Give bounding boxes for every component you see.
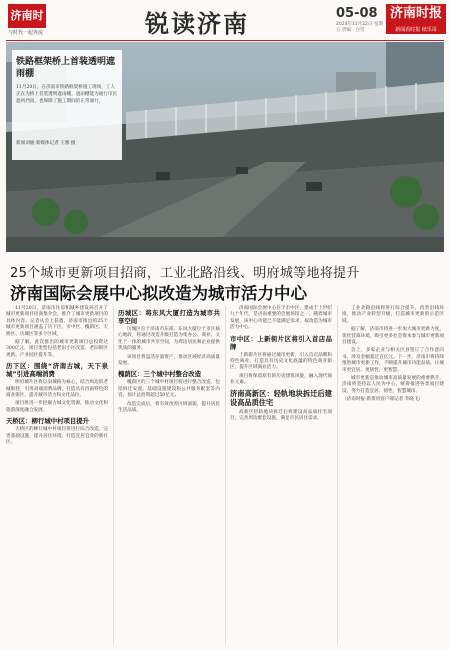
page-number: 05-08 bbox=[336, 6, 378, 21]
page-header bbox=[0, 0, 450, 46]
paragraph: 天桥区的柳行城中村项目将进行综合改造，完善基础设施，提升居住环境，打造宜居宜业的新社区。 bbox=[6, 427, 108, 446]
brand-logo: 济南时报 bbox=[386, 4, 446, 34]
column-divider bbox=[225, 306, 226, 644]
paragraph: 据了解，济南市将进一步加大城市更新力度，优化营商环境，吸引更多社会资本参与城市更新项目建设。 bbox=[342, 327, 444, 346]
brand-tagline: 新闻看时报 纸乐哥 bbox=[395, 27, 437, 33]
subheading: 历下区：围绕“济南古城，天下泉城”引进高端消费 bbox=[6, 362, 108, 379]
paragraph: 改造完成后，将有效改善区域面貌，提升居民生活品质。 bbox=[118, 401, 220, 414]
section-title: 锐读济南 bbox=[145, 10, 249, 38]
article-column-4 bbox=[342, 306, 444, 406]
subheading: 历城区：将东风大厦打造为城市共享空间 bbox=[118, 309, 220, 325]
newspaper-logo: 济南时报 bbox=[8, 4, 46, 28]
paragraph: 槐荫区的三个城中村项目将进行整合改造，包括拆迁安置、基础设施建设和公共服务配套等内容，预计总投资超过50亿元。 bbox=[118, 380, 220, 399]
article-body bbox=[6, 306, 444, 646]
paragraph: 工业北路沿线将进行综合提升，改善沿线环境，推动产业转型升级，打造城市更新的示范区域。 bbox=[342, 306, 444, 324]
headline-kicker: 25个城市更新项目招商，工业北路沿线、明府城等地将提升 bbox=[10, 266, 360, 281]
subheading: 市中区：上新街片区将引入首店品牌 bbox=[230, 334, 332, 351]
column-divider bbox=[113, 306, 114, 644]
subheading: 槐荫区：三个城中村整合改造 bbox=[118, 370, 202, 379]
paragraph: 据了解，此次推出的城市更新项目总投资达300亿元，项目类型包括老旧小区改造、老旧街区更新、产业园区提升等。 bbox=[6, 340, 108, 358]
caption-body: 11月20日，在济南市铁路框架桥施工现场，工人正在为桥上首装透明遮雨棚。遮雨棚能为通行市民遮风挡雨，也保障了施工期间的正常通行。 bbox=[16, 85, 118, 104]
article-column-1 bbox=[6, 306, 108, 449]
article-column-3 bbox=[230, 306, 332, 424]
paragraph: 该项目将盘活存量资产，推动区域经济高质量发展。 bbox=[118, 354, 220, 367]
article-credit: （济南时报·新黄河客户端记者 李晓飞） bbox=[342, 397, 424, 403]
page-meta: 2024年11月22日 星期五 责编：白雪 bbox=[336, 22, 383, 33]
paragraph: 项目将保留原有的历史建筑风貌，融入现代商业元素。 bbox=[230, 373, 332, 386]
paragraph: 高新区轻轨地块拆迁后将建设高品质住宅项目，完善周边配套设施，满足市民居住需求。 bbox=[230, 409, 332, 422]
caption-credit: 新闻刘媛·新媒体记者 王雅 摄 bbox=[16, 141, 76, 146]
headline-main: 济南国际会展中心拟改造为城市活力中心 bbox=[10, 284, 307, 303]
paragraph: 历城区位于济南市东部，东风大厦位于市区核心地段，将通过改造升级打造为集办公、商业、文化于一体的城市共享空间，为周边居民和企业提供优质的服务。 bbox=[118, 327, 220, 352]
article-column-2 bbox=[118, 306, 220, 416]
paragraph: 明府城片区将以泉城路为核心，结合周边的老城街巷，引进高端消费品牌，打造具有济南特色的商业街区，提升城市活力和文化品位。 bbox=[6, 380, 108, 399]
paragraph: 济南国际会展中心位于市中区，建成于上世纪九十年代，是济南重要的会展场馆之一。随着城市发展，该中心功能已不能满足需求，拟改造为城市活力中心。 bbox=[230, 306, 332, 331]
paragraph: 城市更新是推动城市高质量发展的重要抓手，济南将坚持以人民为中心，统筹推进各类项目建设，努力打造宜居、韧性、智慧城市。 bbox=[342, 376, 444, 394]
subheading: 济南高新区：轻轨地块拆迁后建设高品质住宅 bbox=[230, 388, 332, 407]
header-rule bbox=[6, 40, 444, 41]
subheading: 天桥区：柳行城中村项目提升 bbox=[6, 417, 90, 426]
column-divider bbox=[337, 306, 338, 644]
paragraph: 项目将进一步挖掘古城文化资源，推动文化和旅游深度融合发展。 bbox=[6, 401, 108, 413]
caption-title: 铁路框架桥上首装透明遮雨棚 bbox=[16, 57, 116, 79]
paragraph: 上新街片区将通过城市更新，引入首店品牌和特色商业，打造具有历史文化底蕴的特色商业街区，提升区域商业活力。 bbox=[230, 352, 332, 371]
paragraph: 会上，多家企业与相关区县签订了合作意向书，涉及金额超过百亿元。下一步，济南市将持续推进城市更新工作，不断提升城市功能品质，让城市更宜居、更韧性、更智慧。 bbox=[342, 348, 444, 373]
paragraph: 11月20日，济南市住房和城乡建设局召开了城市更新项目招商推介会，推介了城市更新项目的具体内容。记者从会上获悉，济南市推出的25个城市更新项目涵盖了历下区、市中区、槐荫区、天桥区、历城区等多个区域。 bbox=[6, 306, 108, 337]
logo-slogan: 与时代一起奔流 bbox=[8, 30, 44, 36]
